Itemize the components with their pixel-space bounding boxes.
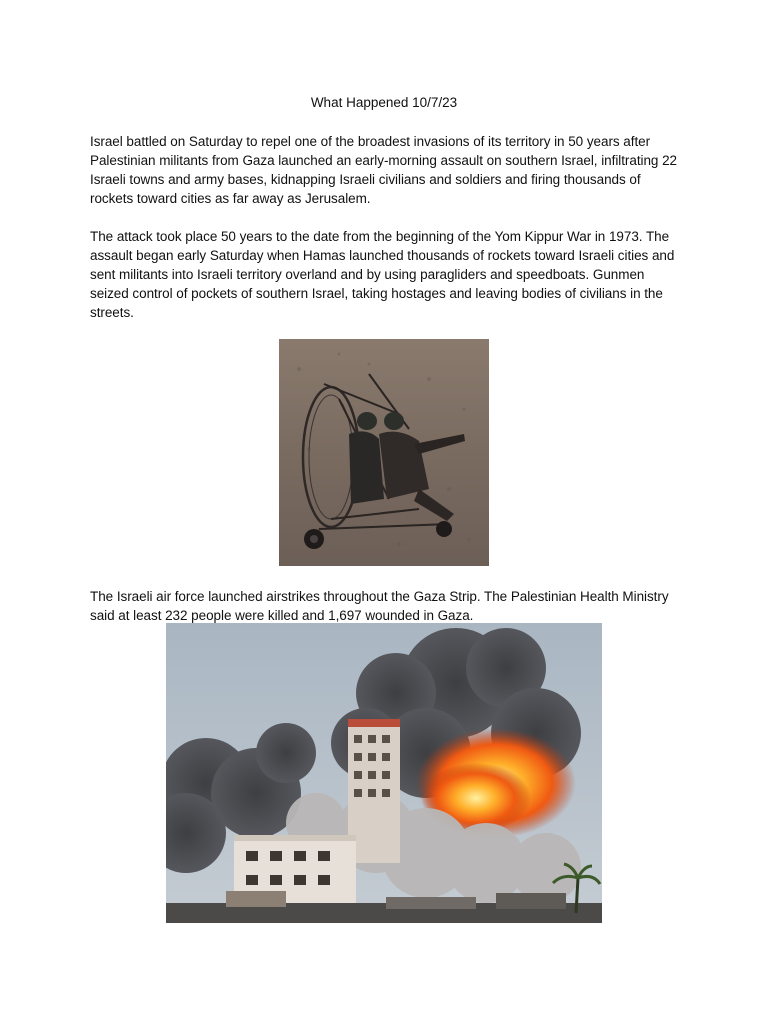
paragraph-airstrikes: The Israeli air force launched airstrikes throughout the Gaza Strip. The Palestinian Health Ministry said at least 232 people were killed and 1,697 wounded in Gaza. xyxy=(90,589,669,623)
paragraph-invasion: Israel battled on Saturday to repel one of the broadest invasions of its territory in 50 years after Palestinian militants from Gaza launched an early-morning assault on southern Israel, infiltrating 22 Israeli towns and army bases, kidnapping Israeli civilians and soldiers and firing thousands of rockets toward cities as far away as Jerusalem. xyxy=(90,134,678,206)
document-title: What Happened 10/7/23 xyxy=(310,95,458,110)
airstrike-photo xyxy=(166,623,602,923)
paraglider-photo xyxy=(279,339,489,566)
paragraph-attack-details: The attack took place 50 years to the date from the beginning of the Yom Kippur War in 1973. The assault began early Saturday when Hamas launched thousands of rockets toward Israeli cities and sent militants into Israeli territory overland and by using paragliders and speedboats. Gunmen seized control of pockets of southern Israel, taking hostages and leaving bodies of civilians in the streets. xyxy=(90,229,675,320)
